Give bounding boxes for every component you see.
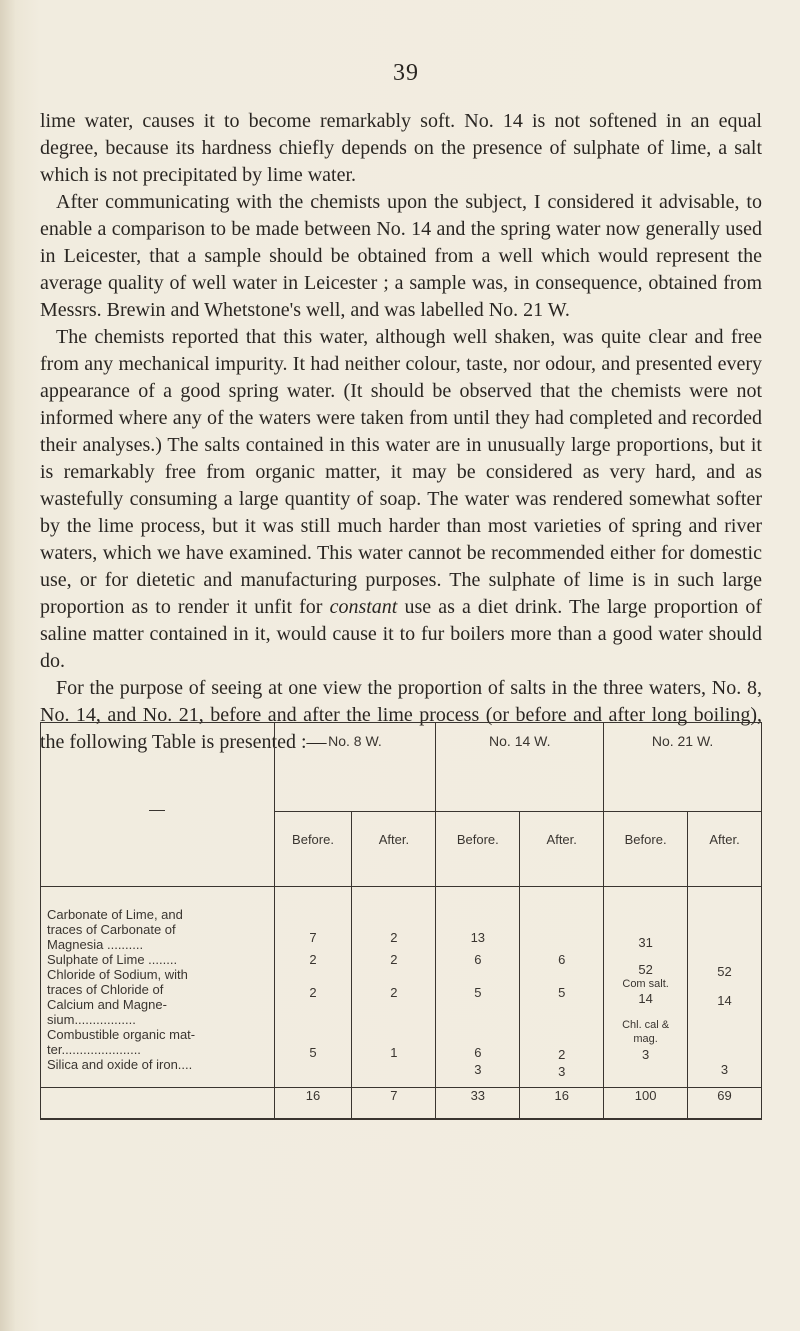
cell-value: 2: [309, 952, 317, 967]
total-no21-after: 69: [688, 1088, 762, 1120]
group-header-no21: No. 21 W.: [604, 723, 762, 812]
body-text: [40, 108, 762, 756]
cell-value: 3: [720, 1062, 729, 1077]
paragraph-3: The chemists reported that this water, although well shaken, was quite clear and free from any mechanical impurity. It had neither colour, taste, nor odour, and presented every appearance of a good spring water. (It should be observed that the chemists were not informed where any of the waters were taken from until they had completed and recorded their analyses.) The salts contained in this water are in unusually large proportions, but it is remarkably free from organic matter, it may be considered as very hard, and as wastefully consuming a large quantity of soap. The water was rendered somewhat softer by the lime process, but it was still much harder than most varieties of spring and river waters, which we have examined. This water cannot be recommended either for domestic use, or for dietetic and manufacturing purposes. The sulphate of lime is in such large proportion as to render it unfit for constant use as a diet drink. The large proportion of saline matter contained in it, would cause it to fur boilers more than a good water should do.: [40, 326, 763, 672]
paragraph-2: After communicating with the chemists upon the subject, I considered it advisable, to enable a comparison to be made between No. 14 and the spring water now generally used in Leicester, that a sample should be obtained from a well which would represent the average quality of well water in Leicester ; a sample was, in consequence, obtained from Messrs. Brewin and Whetstone's well, and was labelled No. 21 W.: [40, 191, 762, 321]
cell-value: 6: [558, 952, 566, 967]
paragraph-1: lime water, causes it to become remarkably soft. No. 14 is not softened in an equal degree, because its hardness chiefly depends on the presence of sulphate of lime, a salt which is not precipitated by lime water.: [40, 110, 762, 186]
subhead-no21-after: After.: [688, 812, 762, 887]
total-no14-before: 33: [436, 1088, 520, 1120]
cell-value: 3: [558, 1064, 566, 1079]
cell-value: 3: [474, 1062, 482, 1077]
subhead-no8-before: Before.: [274, 812, 352, 887]
cell-value: 6: [474, 1045, 482, 1060]
cell-note: Com salt.: [622, 978, 669, 990]
label-line: traces of Carbonate of: [47, 922, 176, 937]
cells-no8-after: [352, 887, 436, 1088]
cell-value: 6: [474, 952, 482, 967]
group-header-no14: No. 14 W.: [436, 723, 604, 812]
cell-note: mag.: [633, 1033, 658, 1045]
cell-value: 3: [641, 1047, 650, 1062]
label-line: Magnesia ..........: [47, 937, 144, 952]
cells-no8-before: [274, 887, 352, 1088]
group-header-no8: No. 8 W.: [274, 723, 436, 812]
label-line: ter......................: [47, 1042, 141, 1057]
label-line: sium.................: [47, 1012, 136, 1027]
page-number: 39: [393, 60, 419, 86]
subhead-no14-after: After.: [520, 812, 604, 887]
cell-value: 2: [390, 952, 398, 967]
cell-value: 5: [474, 985, 482, 1000]
total-no21-before: 100: [604, 1088, 688, 1120]
total-no8-before: 16: [274, 1088, 352, 1120]
label-line: Combustible organic mat-: [47, 1027, 196, 1042]
salts-table: [40, 722, 762, 1120]
total-no8-after: 7: [352, 1088, 436, 1120]
label-line: Calcium and Magne-: [47, 997, 167, 1012]
subhead-no8-after: After.: [352, 812, 436, 887]
cell-value: 7: [309, 930, 317, 945]
cell-value: 52: [638, 962, 653, 977]
cell-value: 2: [309, 985, 317, 1000]
cell-value: 5: [558, 985, 566, 1000]
cell-value: 5: [309, 1045, 317, 1060]
cell-value: 31: [638, 935, 653, 950]
cell-value: 14: [717, 993, 732, 1008]
label-line: Sulphate of Lime ........: [47, 952, 178, 967]
corner-dash: [149, 810, 165, 811]
cell-value: 14: [638, 991, 653, 1006]
cell-value: 52: [717, 964, 732, 979]
total-no14-after: 16: [520, 1088, 604, 1120]
emphasis-constant: constant: [329, 596, 398, 618]
cell-value: 13: [470, 930, 486, 945]
cell-value: 1: [390, 1045, 398, 1060]
cells-no21-after: [688, 887, 762, 1088]
row-labels: [47, 907, 273, 1072]
cells-no14-before: [436, 887, 520, 1088]
label-line: Chloride of Sodium, with: [47, 967, 188, 982]
cell-value: 2: [558, 1047, 566, 1062]
label-line: traces of Chloride of: [47, 982, 164, 997]
cell-value: 2: [390, 985, 398, 1000]
table-corner: [41, 723, 275, 887]
label-line: Silica and oxide of iron....: [47, 1057, 193, 1072]
subhead-no14-before: Before.: [436, 812, 520, 887]
cell-value: 2: [390, 930, 398, 945]
row-labels-cell: [41, 887, 275, 1088]
subhead-no21-before: Before.: [604, 812, 688, 887]
total-label-cell: [41, 1088, 275, 1120]
cells-no14-after: [520, 887, 604, 1088]
paragraph-4: For the purpose of seeing at one view the proportion of salts in the three waters, No. 8, No. 14, and No. 21, before and after the lime process (or before and after long boiling), the following Table is presented :—: [40, 677, 762, 753]
label-line: Carbonate of Lime, and: [47, 907, 183, 922]
cell-note: Chl. cal &: [622, 1019, 670, 1031]
cells-no21-before: [604, 887, 688, 1088]
